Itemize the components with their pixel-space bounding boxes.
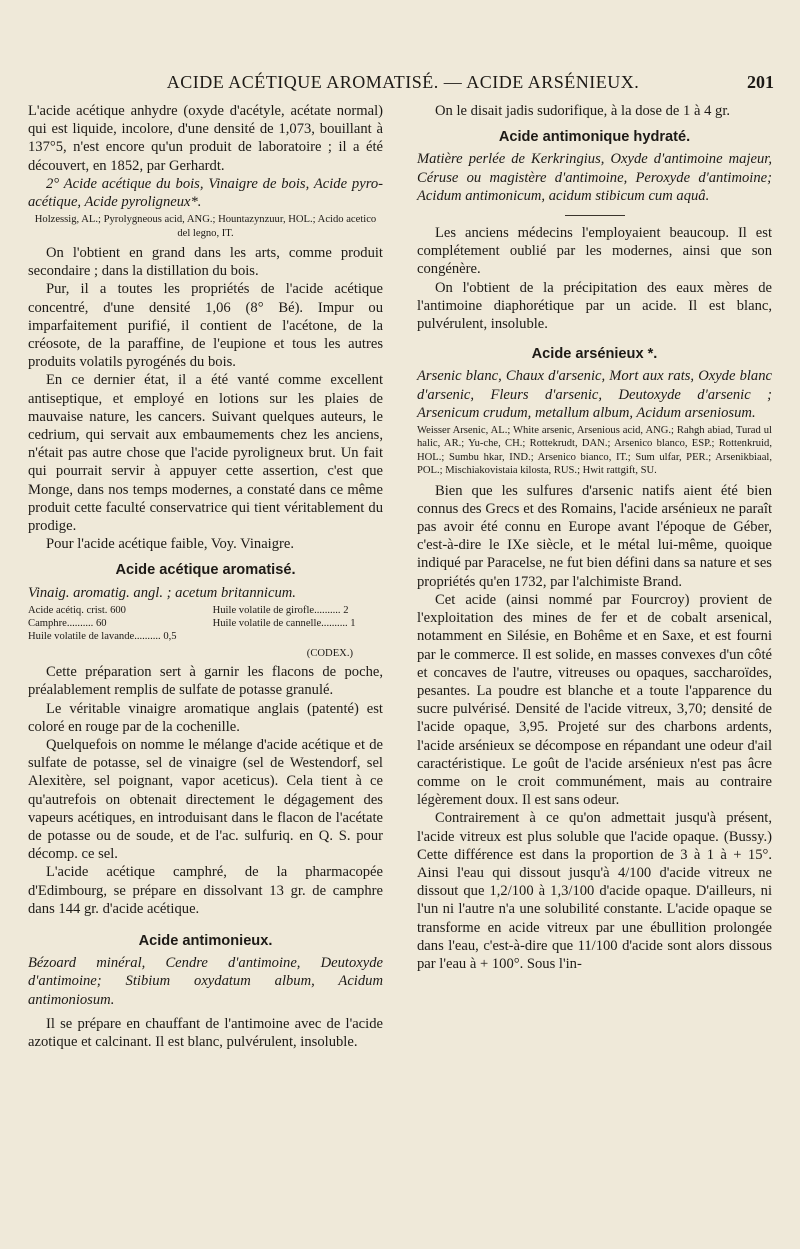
header-title: ACIDE ACÉTIQUE AROMATISÉ. — ACIDE ARSÉNIEUX. — [166, 72, 640, 92]
right-column — [417, 102, 772, 973]
translations: Weisser Arsenic, AL.; White arsenic, Arsenious acid, ANG.; Rahgh abiad, Turad ul halic, AR.; Yu-che, CH.; Rottekrudt, DAN.; Arsenico blanco, ESP.; Rottenkruid, HOL.; Sumbu hkar, IND.; Arsenico bianco, IT.; Sum ulfar, PER.; Arsenikbiaal, POL.; Mischiakovistaia kilosta, RUS.; Hwit rattgift, SU. — [417, 425, 772, 477]
divider — [565, 215, 625, 216]
formula-line: Camphre.......... 60 — [28, 617, 107, 629]
section-title: Acide acétique aromatisé. — [115, 562, 296, 579]
translations: Holzessig, AL.; Pyrolygneous acid, ANG.; Hountazynzuur, HOL.; Acido acetico del legno, IT. — [34, 214, 377, 239]
paragraph: Contrairement à ce qu'on admettait jusqu'à présent, l'acide vitreux est plus soluble que l'acide opaque. (Bussy.) Cette différence est dans la proportion de 3 à 1 à + 15°. Ainsi l'eau qui dissout jusqu'à 4/100 d'acide vitreux ne dissout que 1,2/100 à 1,3/100 d'acide opaque. D'ailleurs, ni l'un ni l'autre n'a une solubilité constante. L'acide opaque se transforme en acide vitreux par une ébullition prolongée dans l'eau, c'est-à-dire que 11/100 d'acide sont alors dissous par l'eau à + 100°. Sous l'in- — [417, 810, 772, 972]
formula-line: Acide acétiq. crist. 600 — [28, 604, 126, 616]
paragraph: Il se prépare en chauffant de l'antimoine avec de l'acide azotique et calcinant. Il est blanc, pulvérulent, insoluble. — [28, 1015, 383, 1050]
section-title: Acide arsénieux *. — [531, 346, 658, 363]
formula-line: Huile volatile de lavande.......... 0,5 — [28, 630, 177, 642]
paragraph: Cet acide (ainsi nommé par Fourcroy) provient de l'exploitation des mines de fer et de cobalt arsenical, notamment en Silésie, en Bohême et en Saxe, et est fourni par le commerce. Il est solide, en masses convexes d'un côté et concaves de l'autre, vitreuses ou opaques, saccharoïdes, pesantes. La poudre est blanche et a toute l'apparence du sucre pulvérisé. Densité de l'acide vitreux, 3,70; densité de l'acide opaque, 3,95. Projeté sur des charbons ardents, l'acide arsénieux se décompose en répandant une odeur d'ail caractéristique. Le goût de l'acide arsénieux n'est pas âcre comme on le croit communément, mais au contraire légèrement doux. Il est sans odeur. — [417, 591, 772, 809]
paragraph: Pour l'acide acétique faible, Voy. Vinaigre. — [46, 536, 295, 553]
section-title: Acide antimonique hydraté. — [498, 129, 691, 146]
running-header — [26, 72, 780, 102]
paragraph: En ce dernier état, il a été vanté comme excellent antiseptique, et employé en lotions sur les plaies de mauvaise nature, les cancers. Suivant quelques auteurs, le cedrium, qui servait aux embaumements chez les anciens, n'était pas autre chose que l'acide pyroligneux brut. Un fait qui pourrait servir à appuyer cette assertion, c'est que Monge, dans nos temps modernes, a constaté dans ce même produit cette faculté conservatrice qui tient véritablement du prodige. — [28, 372, 383, 535]
paragraph: L'acide acétique anhydre (oxyde d'acétyle, acétate normal) qui est liquide, incolore, d'une densité de 1,073, bouillant à 137°5, n'est encore qu'un produit de laboratoire ; il a été découvert, en 1852, par Gerhardt. — [28, 103, 383, 174]
paragraph: Le véritable vinaigre aromatique anglais (patenté) est coloré en rouge par de la cochenille. — [28, 700, 383, 735]
left-column — [28, 102, 383, 1051]
paragraph: On l'obtient en grand dans les arts, comme produit secondaire ; dans la distillation du bois. — [28, 245, 383, 280]
codex-reference: (CODEX.) — [306, 647, 353, 659]
formula-line: Huile volatile de girofle.......... 2 — [212, 604, 349, 616]
page-number: 201 — [747, 72, 774, 92]
section-title: Acide antimonieux. — [138, 932, 273, 949]
synonyms: Matière perlée de Kerkringius, Oxyde d'antimoine majeur, Céruse ou magistère d'antimoine, Peroxyde d'antimoine; Acidum antimonicum, acidum stibicum cum aquâ. — [417, 151, 772, 204]
paragraph: On l'obtient de la précipitation des eaux mères de l'antimoine diaphorétique par un acide. Il est blanc, pulvérulent, insoluble. — [417, 279, 772, 333]
paragraph: Cette préparation sert à garnir les flacons de poche, préalablement remplis de sulfate de potasse granulé. — [28, 664, 383, 699]
synonyms: Bézoard minéral, Cendre d'antimoine, Deutoxyde d'antimoine; Stibium oxydatum album, Acidum antimoniosum. — [28, 955, 383, 1008]
paragraph: Pur, il a toutes les propriétés de l'acide acétique concentré, d'une densité 1,06 (8° Bé). Impur ou imparfaitement purifié, il contient de l'acétone, de la créosote, de la paraffine, de l'eupione et tous les autres produits volatils pyrogénés du bois. — [28, 281, 383, 371]
paragraph: Quelquefois on nomme le mélange d'acide acétique et de sulfate de potasse, sel de vinaigre (sel de Westendorf, sel Alexitère, sel poignant, vapor aceticus). Cela tient à ce qu'autrefois on obtenait directement le dégagement des vapeurs acétiques, en introduisant dans le flacon de l'acétate de potasse ou de soude, et de l'ac. sulfuriq. en Q. S. pour décomp. ce sel. — [28, 736, 383, 863]
synonyms: Arsenic blanc, Chaux d'arsenic, Mort aux rats, Oxyde blanc d'arsenic, Fleurs d'arsenic, Deutoxyde d'arsenic ; Arsenicum crudum, metallum album, Acidum arseniosum. — [417, 368, 772, 421]
section-heading-inline: 2° Acide acétique du bois, Vinaigre de bois, Acide pyro-acétique, Acide pyroligneux*. — [28, 175, 383, 211]
paragraph: On le disait jadis sudorifique, à la dose de 1 à 4 gr. — [435, 103, 731, 119]
synonyms: Vinaig. aromatig. angl. ; acetum britannicum. — [28, 584, 296, 601]
paragraph: Bien que les sulfures d'arsenic natifs aient été bien connus des Grecs et des Romains, l'acide arsénieux ne paraît pas avoir été connu en Europe avant l'époque de Géber, c'est-à-dire le IXe siècle, et le métal lui-même, quoique indiqué par Paracelse, ne fut bien défini dans sa nature et ses propriétés qu'en 1732, par l'alchimiste Brand. — [417, 482, 772, 590]
formula — [28, 604, 383, 643]
paragraph: L'acide acétique camphré, de la pharmacopée d'Edimbourg, se prépare en dissolvant 13 gr. de camphre dans 144 gr. d'acide acétique. — [28, 864, 383, 917]
formula-line: Huile volatile de cannelle.......... 1 — [212, 617, 356, 629]
paragraph: Les anciens médecins l'employaient beaucoup. Il est complétement oublié par les modernes, ainsi que son congénère. — [417, 225, 772, 278]
